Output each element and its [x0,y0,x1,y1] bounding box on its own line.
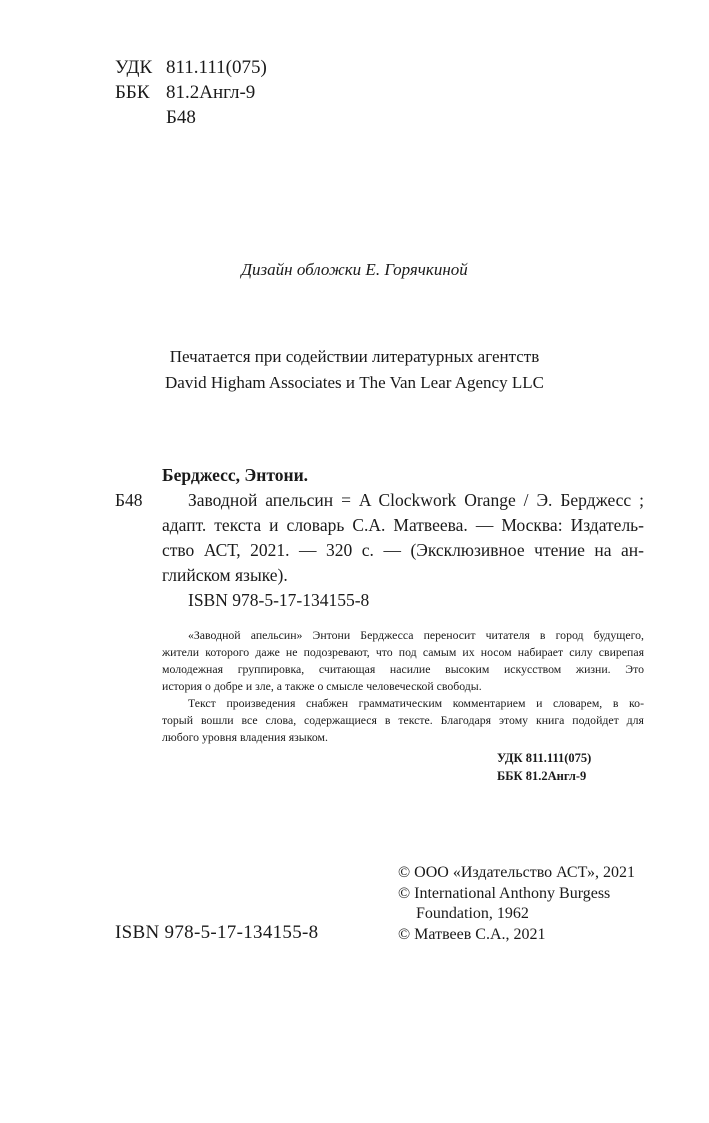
bottom-bbk: ББК 81.2Англ-9 [497,769,587,783]
bbk-label: ББК [115,82,150,103]
bbk-value: 81.2Англ-9 [166,82,256,103]
bottom-udk: УДК 811.111(075) [497,751,592,765]
udk-label: УДК [115,57,153,78]
copyright-line-2b: Foundation, 1962 [416,905,529,922]
annotation-line-3: молодежная группировка, считающая насилие высоким искусством жизни. Это [162,662,644,676]
udk-value: 811.111(075) [166,57,267,78]
copyright-line-1: © ООО «Издательство АСТ», 2021 [398,864,635,881]
bib-line-3: ство АСТ, 2021. — 320 с. — (Эксклюзивное чтение на ан- [162,540,644,560]
annotation-line-5: Текст произведения снабжен грамматическим комментарием и словарем, в ко- [188,696,644,710]
copyright-line-3: © Матвеев С.А., 2021 [398,926,546,943]
annotation-line-2: жители которого даже не подозревают, что под самым их носом набирает силу свирепая [162,645,644,659]
agency-notice-line-2: David Higham Associates и The Van Lear Agency LLC [165,373,544,392]
bib-line-1: Заводной апельсин = A Clockwork Orange / Э. Берджесс ; [188,490,644,510]
annotation-line-4: история о добре и зле, а также о смысле человеческой свободы. [162,679,482,693]
copyright-line-2a: © International Anthony Burgess [398,885,611,902]
annotation-line-6: торый вошли все слова, содержащиеся в тексте. Благодаря этому книга подойдет для [162,713,644,727]
cover-design-credit: Дизайн обложки Е. Горячкиной [241,260,468,279]
agency-notice-line-1: Печатается при содействии литературных агентств [169,347,540,366]
author-mark-top: Б48 [166,107,196,128]
author-heading: Берджесс, Энтони. [162,465,309,485]
bib-line-2: адапт. текста и словарь С.А. Матвеева. — Москва: Издатель- [162,515,644,535]
bib-line-4: глийском языке). [162,565,288,585]
isbn-footer: ISBN 978-5-17-134155-8 [115,922,319,943]
annotation-line-1: «Заводной апельсин» Энтони Берджесса переносит читателя в город будущего, [188,628,644,642]
annotation-line-7: любого уровня владения языком. [162,730,328,744]
classification-block [115,56,315,136]
bib-isbn: ISBN 978-5-17-134155-8 [188,590,370,610]
author-mark-bib: Б48 [115,490,143,510]
